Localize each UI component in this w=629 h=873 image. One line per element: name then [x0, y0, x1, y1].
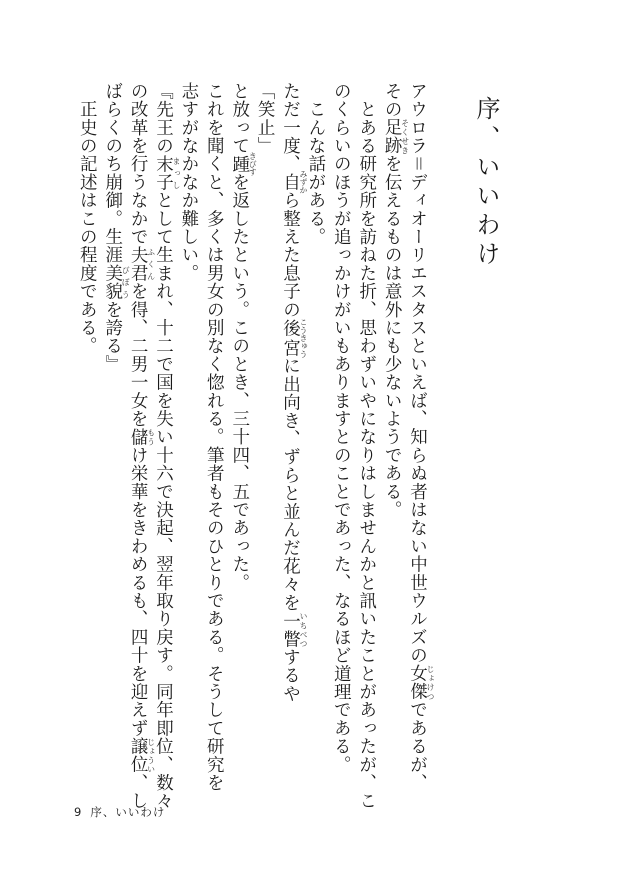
text-run: 、し [128, 773, 149, 811]
ruby-word [407, 664, 435, 701]
text-run: 志すがなかなか難しい。 [178, 82, 199, 283]
text-run: 「笑止」 [255, 82, 276, 155]
text-run: を得、二男一女を [128, 282, 149, 428]
text-line [179, 82, 197, 282]
chapter-title: 序、いいわけ [472, 96, 500, 270]
ruby-word [280, 170, 308, 195]
text-run: これを聞くと、多くは男女の別なく惚れる。筆者もそのひとりである。そうして研究を [204, 82, 225, 792]
furigana: もう [146, 427, 156, 447]
text-line [256, 82, 274, 155]
furigana: びぼう [121, 264, 131, 301]
text-line [78, 82, 96, 355]
text-line [306, 82, 324, 246]
text-line [281, 82, 308, 703]
text-run: ばらくのち崩御。生涯 [102, 82, 123, 264]
text-run: ただ一度、 [280, 82, 301, 173]
text-run: として生まれ、十二で国を失い十六で決起、翌年取り戻す。同年即位、数々 [153, 191, 174, 811]
ruby-base: 一瞥 [280, 611, 301, 649]
text-run: こんな話がある。 [305, 82, 326, 246]
ruby-base: 末子 [153, 154, 174, 192]
text-line [154, 82, 181, 810]
text-run: を誇る』 [102, 300, 123, 374]
furigana: そくせき [400, 118, 410, 155]
furigana: こうきゅう [299, 317, 308, 358]
ruby-base: 後宮 [280, 317, 301, 358]
furigana: まっし [172, 154, 181, 192]
ruby-base: 自 [280, 170, 301, 195]
text-run: であるが、 [407, 700, 428, 792]
text-run: 『先王の [153, 82, 174, 155]
running-title: 序、いいわけ [90, 805, 166, 819]
furigana: いちべつ [299, 611, 308, 649]
text-run: 正史の記述はこの程度である。 [77, 82, 98, 355]
ruby-word [128, 427, 156, 447]
text-line [230, 82, 257, 592]
page-number: 9 [74, 805, 83, 819]
furigana: みずか [299, 170, 308, 195]
ruby-word [102, 264, 131, 301]
text-run: その [382, 82, 403, 119]
text-run: を返したという。このとき、三十四、五であった。 [229, 173, 250, 592]
ruby-word [128, 245, 156, 283]
furigana: きびす [248, 151, 258, 176]
ruby-word [280, 317, 308, 358]
ruby-base: 夫君 [128, 245, 149, 283]
ruby-word [128, 737, 156, 774]
text-line [408, 82, 435, 792]
furigana: ふくん [146, 245, 156, 283]
text-run: の改革を行うなかで [128, 82, 149, 246]
ruby-word [280, 611, 308, 649]
ruby-base: 儲 [128, 427, 149, 447]
furigana: じょうい [146, 737, 156, 774]
page-footer [74, 804, 165, 820]
text-run: するや [280, 648, 301, 703]
text-run: とある研究所を訪ねた折、思わずいやになりはしませんかと訊いたことがあったが、こ [356, 82, 377, 810]
ruby-base: 女傑 [407, 664, 428, 701]
text-run: アウロラ＝ディオーリエスタスといえば、知らぬ者はない中世ウルズの [407, 82, 428, 665]
text-run: と放って [229, 82, 250, 155]
text-run: に出向き、ずらと並んだ花々を [280, 356, 301, 612]
text-run: ら整えた息子の [280, 191, 301, 319]
ruby-base: 踵 [229, 151, 250, 176]
ruby-word [153, 154, 181, 192]
furigana: じょけつ [426, 664, 435, 701]
ruby-base: 足跡 [382, 118, 403, 155]
text-run: け栄華をきわめるも、四十を迎えず [128, 446, 149, 738]
text-line [332, 82, 350, 774]
text-run: を伝えるものは意外にも少ないようである。 [382, 154, 403, 519]
text-line [205, 82, 223, 792]
ruby-word [382, 118, 410, 155]
ruby-base: 譲位 [128, 737, 149, 774]
ruby-word [229, 151, 258, 176]
text-line [383, 82, 410, 519]
ruby-base: 美貌 [102, 264, 123, 301]
text-line [129, 82, 156, 810]
text-line [357, 82, 375, 810]
text-run: のくらいのほうが追っかけがいもありますとのことであった、なるほど道理である。 [331, 82, 352, 774]
text-line [103, 82, 130, 373]
